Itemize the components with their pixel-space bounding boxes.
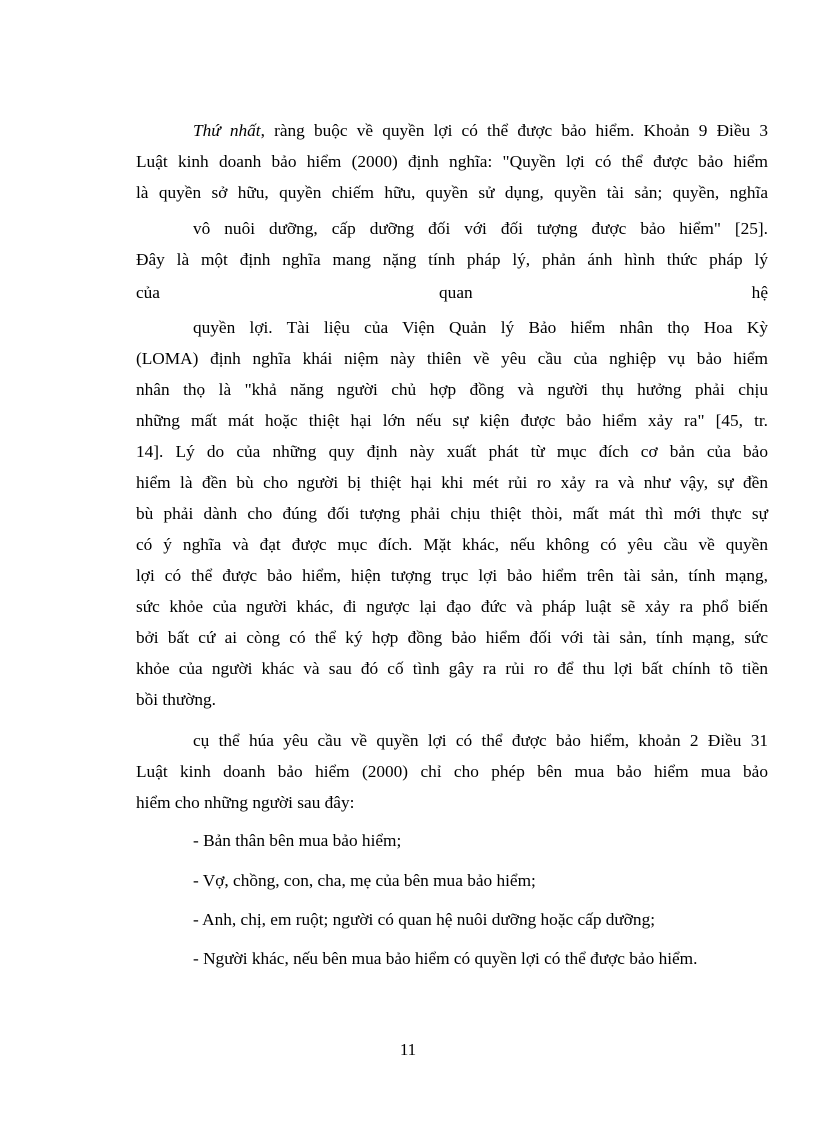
paragraph3-line8: có ý nghĩa và đạt được mục đích. Mặt khác, nếu không có yêu cầu về quyền [136, 535, 768, 554]
page-number: 11 [399, 1040, 417, 1059]
paragraph2-line2: Đây là một định nghĩa mang nặng tính pháp lý, phản ánh hình thức pháp lý [136, 250, 768, 269]
paragraph3-line10: sức khỏe của người khác, đi ngược lại đạo đức và pháp luật sẽ xảy ra phổ biến [136, 597, 768, 616]
list-item: - Người khác, nếu bên mua bảo hiểm có quyền lợi có thể được bảo hiểm. [193, 949, 698, 968]
paragraph3-line3: nhân thọ là "khả năng người chủ hợp đồng và người thụ hưởng phải chịu [136, 380, 768, 399]
paragraph3-line11: bởi bất cứ ai còng có thể ký hợp đồng bảo hiểm đối với tài sản, tính mạng, sức [136, 628, 768, 647]
paragraph4-line1: cụ thể húa yêu cầu về quyền lợi có thể được bảo hiểm, khoản 2 Điều 31 [193, 731, 768, 750]
paragraph1-line1-rest: , ràng buộc về quyền lợi có thể được bảo hiểm. Khoản 9 Điều 3 [260, 121, 768, 140]
paragraph3-line12: khỏe của người khác và sau đó cố tình gây ra rủi ro để thu lợi bất chính tõ tiền [136, 659, 768, 678]
paragraph3-line2: (LOMA) định nghĩa khái niệm này thiên về yêu cầu của nghiệp vụ bảo hiểm [136, 349, 768, 368]
paragraph3-line13: bồi thường. [136, 690, 216, 709]
list-item: - Bản thân bên mua bảo hiểm; [193, 831, 402, 850]
paragraph1-line1 [193, 121, 768, 141]
paragraph2-line3: của quan hệ [136, 283, 768, 302]
paragraph3-line4: những mất mát hoặc thiệt hại lớn nếu sự kiện được bảo hiểm xảy ra" [45, tr. [136, 411, 768, 430]
paragraph4-line2: Luật kinh doanh bảo hiểm (2000) chỉ cho phép bên mua bảo hiểm mua bảo [136, 762, 768, 781]
paragraph3-line1: quyền lợi. Tài liệu của Viện Quản lý Bảo hiểm nhân thọ Hoa Kỳ [193, 318, 768, 337]
list-item: - Vợ, chồng, con, cha, mẹ của bên mua bảo hiểm; [193, 871, 536, 890]
paragraph1-line2: Luật kinh doanh bảo hiểm (2000) định nghĩa: "Quyền lợi có thể được bảo hiểm [136, 152, 768, 171]
paragraph2-line1: vô nuôi dưỡng, cấp dưỡng đối với đối tượng được bảo hiểm" [25]. [193, 219, 768, 238]
list-item: - Anh, chị, em ruột; người có quan hệ nuôi dưỡng hoặc cấp dưỡng; [193, 910, 656, 929]
paragraph3-line9: lợi có thể được bảo hiểm, hiện tượng trục lợi bảo hiểm trên tài sản, tính mạng, [136, 566, 768, 585]
paragraph4-line3: hiểm cho những người sau đây: [136, 793, 355, 812]
paragraph3-line7: bù phải dành cho đúng đối tượng phải chịu thiệt thòi, mất mát thì mới thực sự [136, 504, 768, 523]
paragraph1-line3: là quyền sở hữu, quyền chiếm hữu, quyền sử dụng, quyền tài sản; quyền, nghĩa [136, 183, 768, 202]
lead-italic-text: Thứ nhất [193, 121, 261, 140]
paragraph3-line6: hiểm là đền bù cho người bị thiệt hại khi mét rủi ro xảy ra và như vậy, sự đền [136, 473, 768, 492]
paragraph3-line5: 14]. Lý do của những quy định này xuất phát từ mục đích cơ bản của bảo [136, 442, 768, 461]
